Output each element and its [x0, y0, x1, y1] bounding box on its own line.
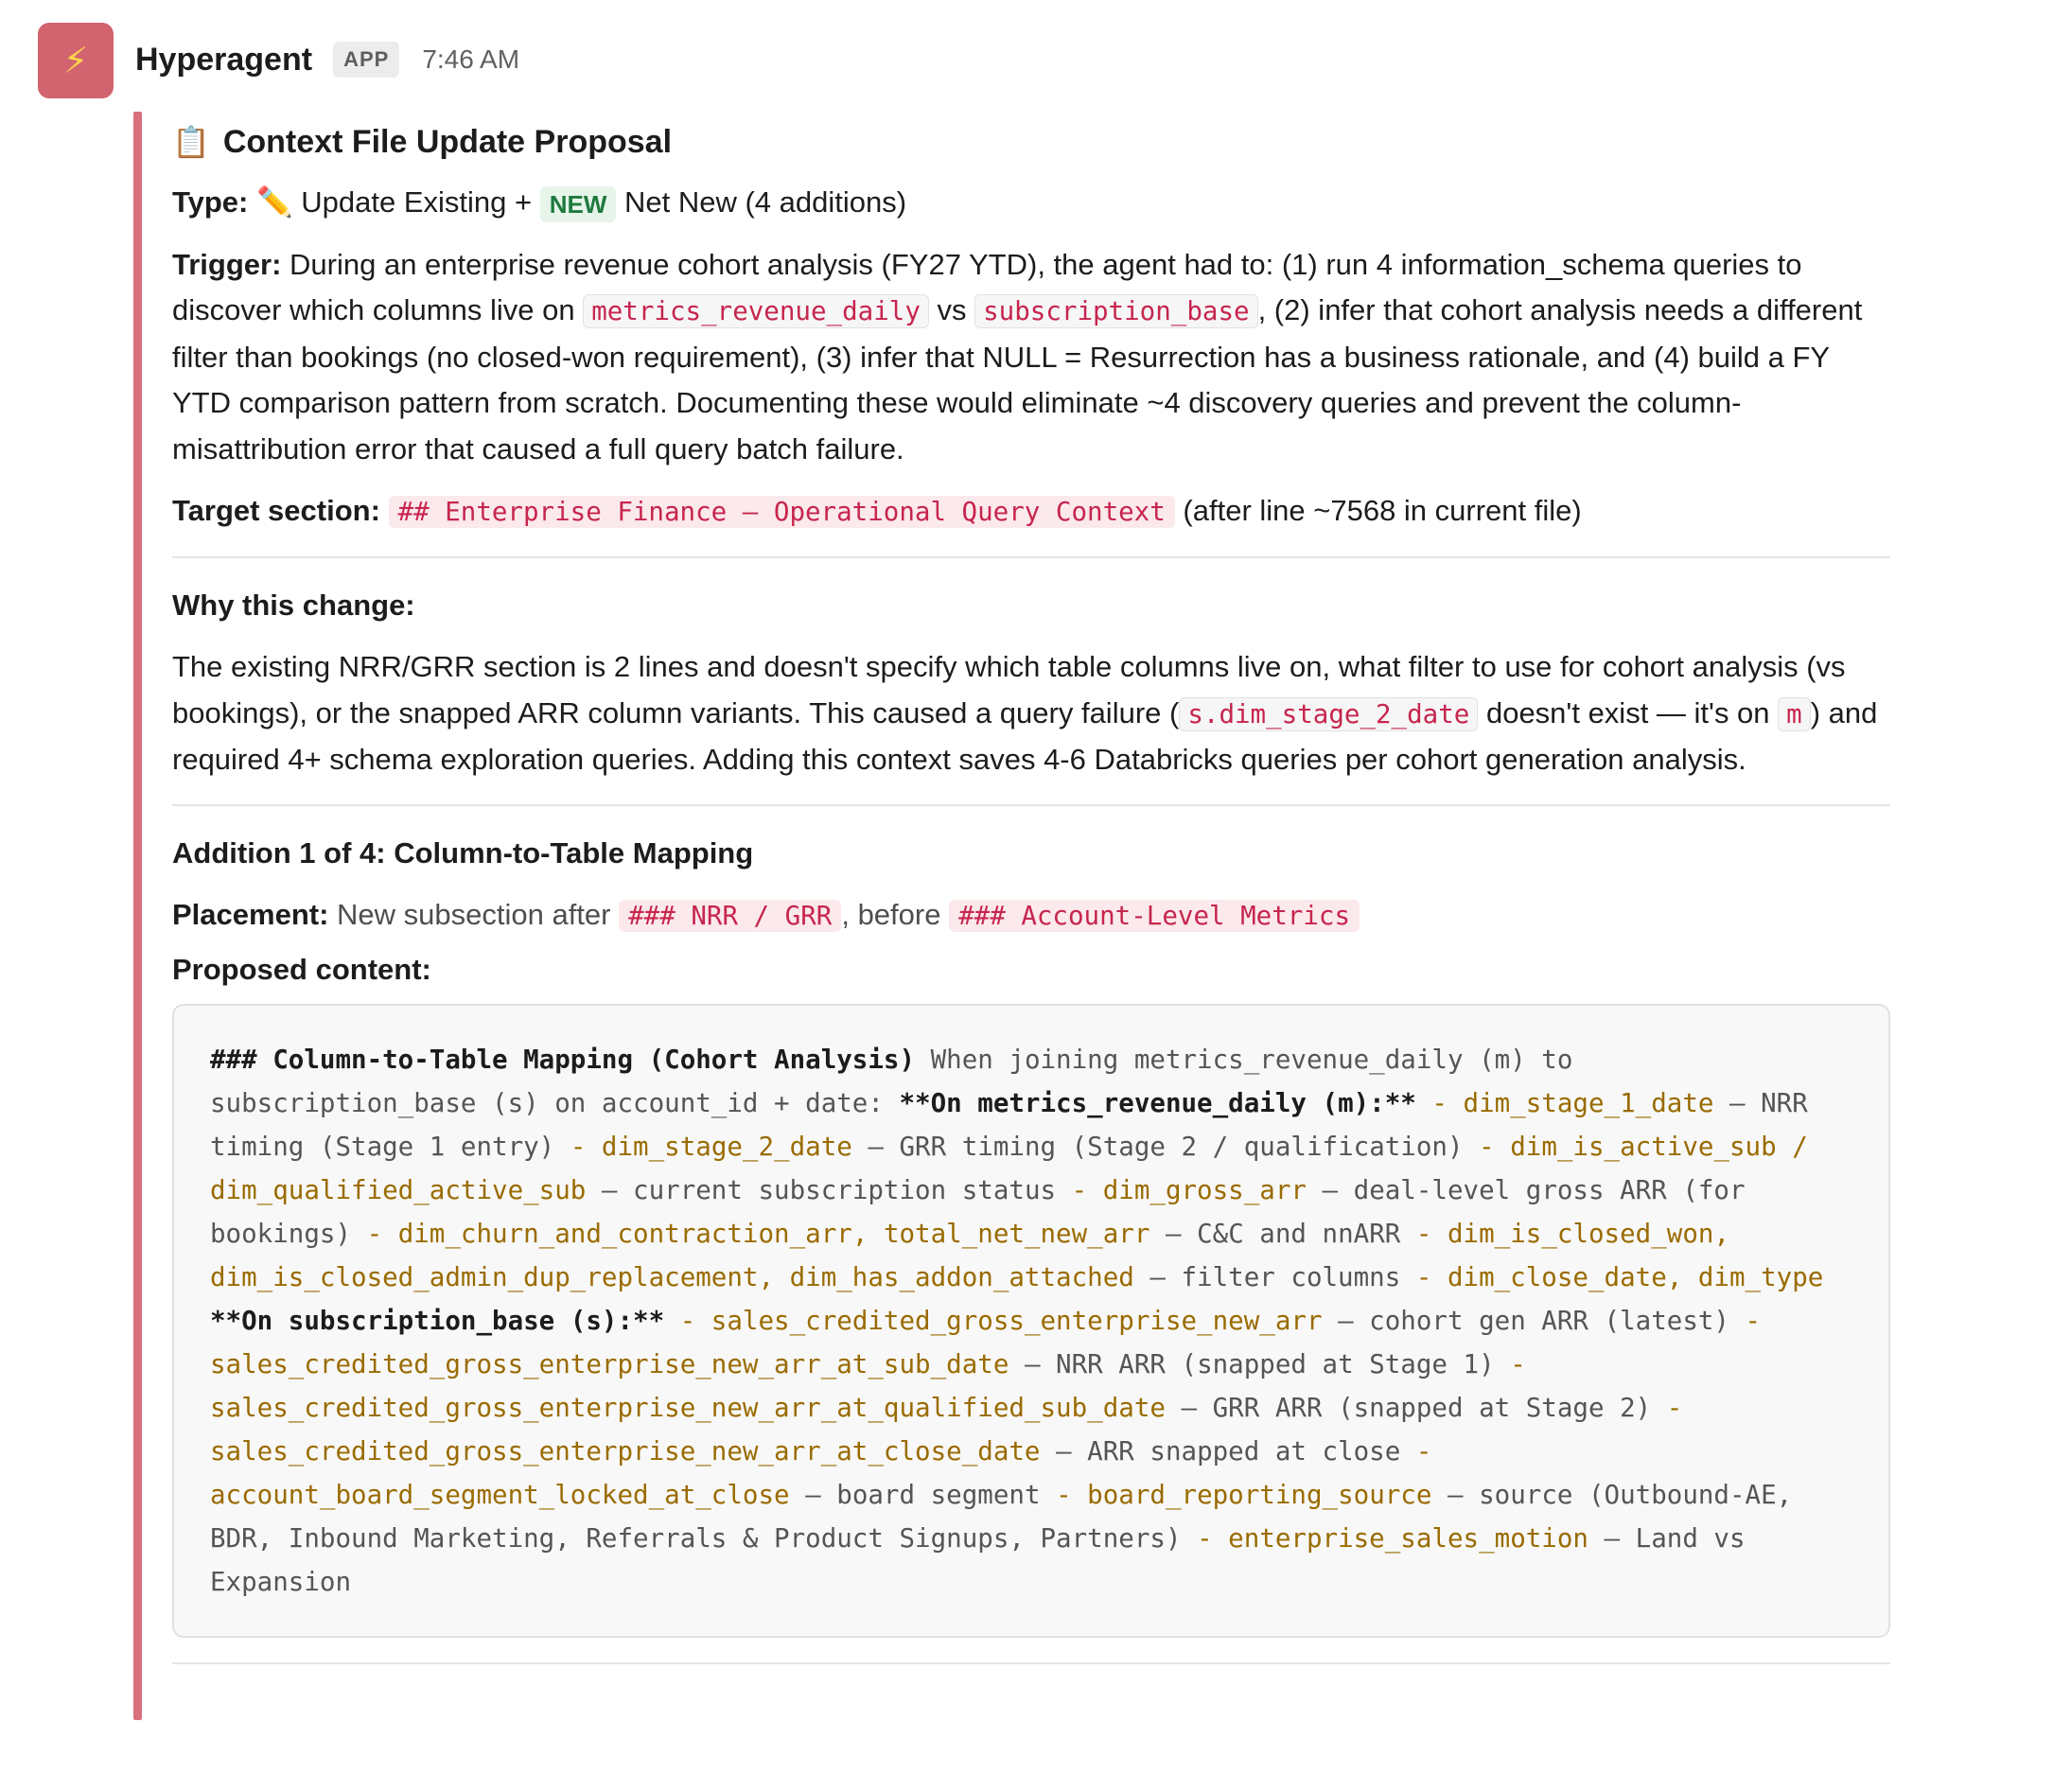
attachment-accent-bar	[133, 112, 142, 1720]
divider	[172, 1662, 1890, 1664]
target-section-label: Target section:	[172, 494, 380, 527]
sender-name[interactable]: Hyperagent	[135, 41, 313, 78]
pencil-icon: ✏️	[256, 185, 293, 219]
type-label: Type:	[172, 185, 249, 219]
inline-code-metrics-revenue-daily: metrics_revenue_daily	[583, 294, 929, 328]
code-column: - sales_credited_gross_enterprise_new_arr_at_sub_date	[210, 1306, 1762, 1379]
target-section-line	[172, 488, 1890, 536]
lightning-bolt-icon: ⚡	[62, 41, 89, 81]
placement-line	[172, 892, 1890, 940]
message-header	[135, 36, 519, 83]
code-column: - dim_stage_2_date	[570, 1132, 852, 1162]
placement-text-1: New subsection after	[328, 898, 620, 931]
code-text: — deal-level gross ARR (for bookings)	[210, 1175, 1746, 1249]
message-timestamp[interactable]: 7:46 AM	[422, 44, 520, 74]
trigger-text-3: , (2) infer that cohort analysis needs a different filter than bookings (no closed-won requirement), (3) infer that NULL = Resurrection has a business rationale, and (4) build a FY YTD comparison pattern from scratch. Documenting these would eliminate ~4 discovery queries and prevent the column-misattribution error that caused a full query batch failure.	[172, 293, 1863, 466]
code-column: - dim_close_date, dim_type	[1415, 1262, 1824, 1292]
code-text: — C&C and nnARR	[1149, 1219, 1416, 1249]
code-bold: **On metrics_revenue_daily (m):**	[899, 1088, 1416, 1118]
code-column: - dim_churn_and_contraction_arr, total_net_new_arr	[366, 1219, 1150, 1249]
trigger-text-1: During an enterprise revenue cohort analysis (FY27 YTD), the agent had to: (1) run 4 information_schema queries to discover which columns live on	[172, 247, 1802, 326]
target-section-text: (after line ~7568 in current file)	[1174, 494, 1582, 527]
clipboard-icon: 📋	[172, 125, 210, 159]
code-block-text	[210, 1038, 1854, 1604]
type-text-2: Net New (4 additions)	[616, 185, 907, 219]
code-column: - sales_credited_gross_enterprise_new_arr_at_close_date	[210, 1393, 1683, 1467]
code-column: - dim_gross_arr	[1071, 1175, 1307, 1205]
app-badge: APP	[333, 42, 399, 78]
placement-text-2: , before	[841, 898, 950, 931]
code-column: - board_reporting_source	[1056, 1480, 1432, 1510]
code-heading: ### Column-to-Table Mapping (Cohort Analysis)	[210, 1045, 916, 1075]
why-heading: Why this change:	[172, 588, 415, 622]
code-column: - account_board_segment_locked_at_close	[210, 1436, 1432, 1510]
addition-heading: Addition 1 of 4: Column-to-Table Mapping	[172, 835, 754, 870]
code-text: — ARR snapped at close	[1040, 1436, 1416, 1467]
code-text: — current subscription status	[586, 1175, 1072, 1205]
why-text-3: ) and required 4+ schema exploration queries. Adding this context saves 4-6 Databricks queries per cohort generation analysis.	[172, 695, 1878, 776]
code-text: — filter columns	[1133, 1262, 1416, 1292]
trigger-text-2: vs	[928, 293, 975, 326]
proposal-title-row	[172, 115, 1890, 168]
inline-code-subscription-base: subscription_base	[974, 294, 1257, 328]
type-line	[172, 180, 1890, 226]
code-bold: **On subscription_base (s):**	[210, 1306, 665, 1336]
code-text: — GRR ARR (snapped at Stage 2)	[1165, 1393, 1667, 1423]
code-text: — Land vs Expansion	[210, 1523, 1746, 1597]
placement-code-nrr-grr: ### NRR / GRR	[619, 900, 841, 932]
placement-code-account-level-metrics: ### Account-Level Metrics	[949, 900, 1360, 932]
code-column: - dim_is_closed_won, dim_is_closed_admin_dup_replacement, dim_has_addon_attached	[210, 1219, 1730, 1292]
code-text: When joining metrics_revenue_daily (m) to subscription_base (s) on account_id + date:	[210, 1045, 1573, 1118]
divider	[172, 804, 1890, 806]
code-column: - enterprise_sales_motion	[1197, 1523, 1588, 1554]
proposed-content-label: Proposed content:	[172, 952, 431, 986]
inline-code-m: m	[1778, 697, 1811, 731]
app-avatar[interactable]	[38, 23, 114, 98]
trigger-label: Trigger:	[172, 247, 282, 281]
code-text: — source (Outbound-AE, BDR, Inbound Marketing, Referrals & Product Signups, Partners)	[210, 1480, 1793, 1554]
new-tag: NEW	[540, 186, 617, 222]
code-text: — cohort gen ARR (latest)	[1322, 1306, 1746, 1336]
trigger-paragraph	[172, 242, 1890, 473]
target-section-code: ## Enterprise Finance — Operational Query Context	[389, 496, 1175, 528]
code-text: — NRR timing (Stage 1 entry)	[210, 1088, 1808, 1162]
placement-label: Placement:	[172, 898, 329, 931]
code-text: — NRR ARR (snapped at Stage 1)	[1009, 1349, 1511, 1379]
type-text-1: Update Existing +	[292, 185, 540, 219]
code-column: - sales_credited_gross_enterprise_new_arr	[664, 1306, 1323, 1336]
proposal-card	[172, 112, 1890, 1664]
inline-code-dim-stage-2-date: s.dim_stage_2_date	[1179, 697, 1478, 731]
why-paragraph	[172, 644, 1890, 783]
code-text: — GRR timing (Stage 2 / qualification)	[851, 1132, 1480, 1162]
proposal-title: Context File Update Proposal	[222, 123, 673, 160]
code-text: — board segment	[789, 1480, 1057, 1510]
why-text-1: The existing NRR/GRR section is 2 lines and doesn't specify which table columns live on, what filter to use for cohort analysis (vs bookings), or the snapped ARR column variants. This caused a query failure (	[172, 650, 1846, 729]
code-column: - sales_credited_gross_enterprise_new_arr_at_qualified_sub_date	[210, 1349, 1526, 1423]
proposed-content-code-block[interactable]	[172, 1004, 1890, 1638]
code-column: - dim_is_active_sub / dim_qualified_active_sub	[210, 1132, 1808, 1205]
why-text-2: doesn't exist — it's on	[1478, 695, 1779, 729]
code-column: - dim_stage_1_date	[1415, 1088, 1714, 1118]
divider	[172, 556, 1890, 558]
